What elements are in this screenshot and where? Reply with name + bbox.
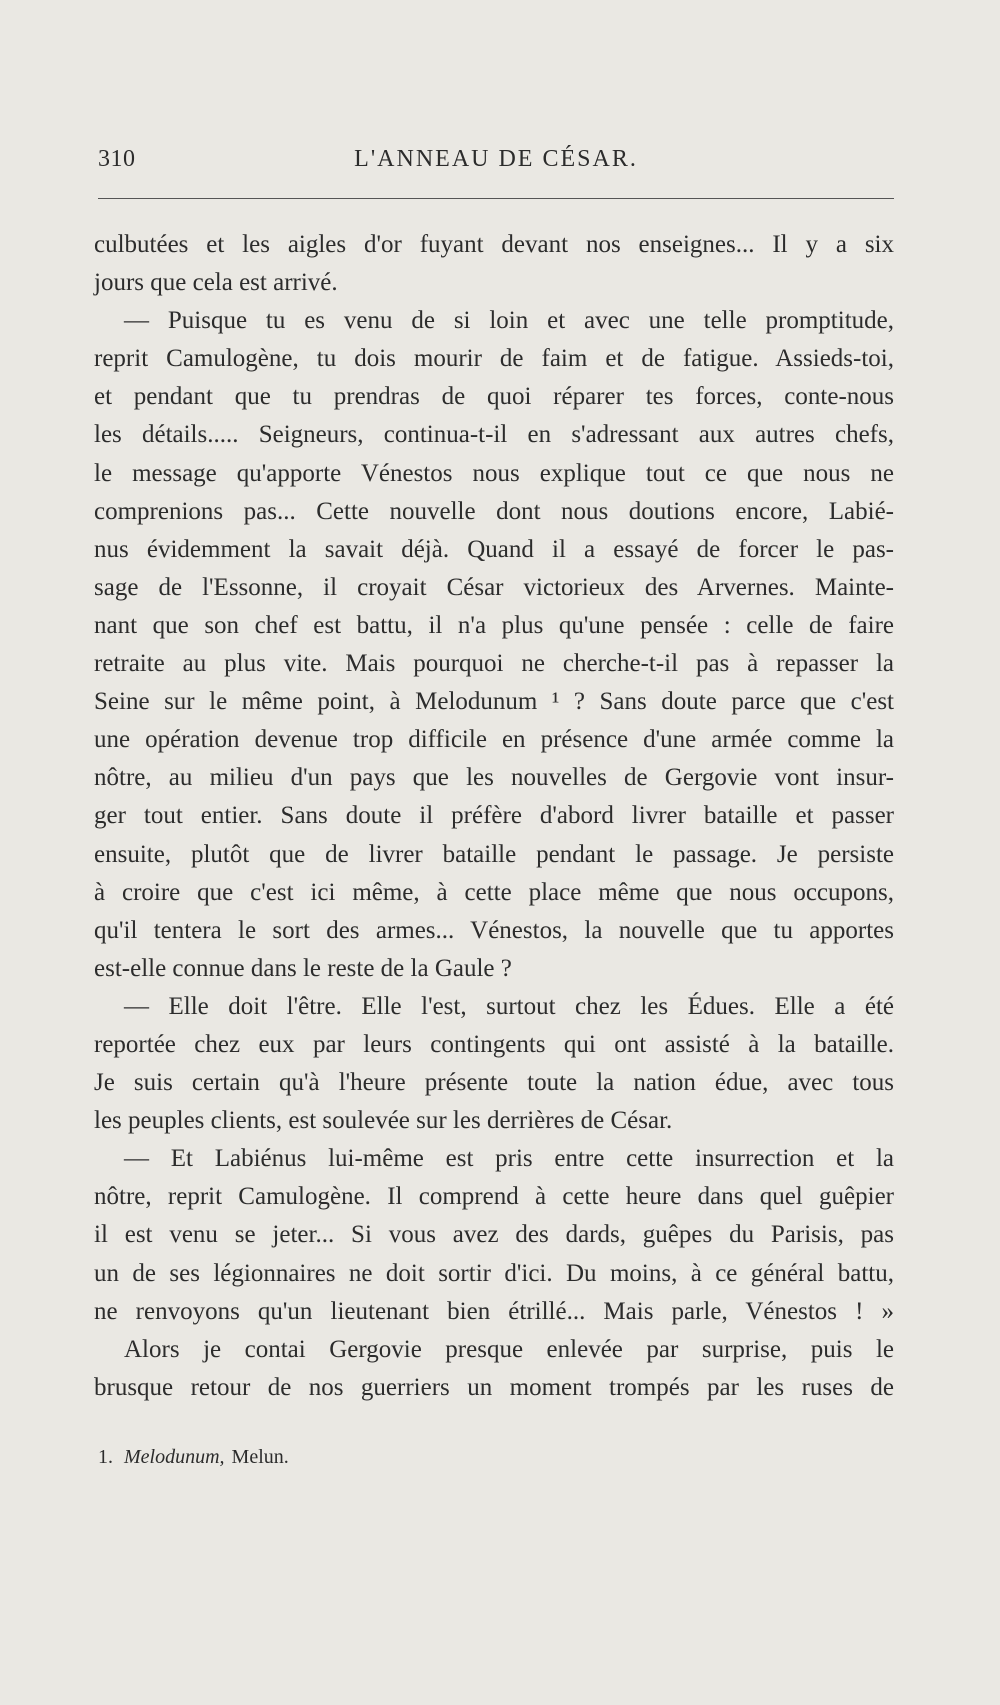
footnote-definition: Melun.: [231, 1446, 289, 1468]
text-line: ger tout entier. Sans doute il préfère d'abord livrer bataille et passer: [94, 802, 894, 830]
text-line: nôtre, au milieu d'un pays que les nouvelles de Gergovie vont insur-: [94, 764, 894, 792]
text-line: qu'il tentera le sort des armes... Vénestos, la nouvelle que tu apportes: [94, 916, 894, 944]
text-line: est-elle connue dans le reste de la Gaule ?: [94, 954, 512, 982]
text-line: nus évidemment la savait déjà. Quand il a essayé de forcer le pas-: [94, 535, 894, 563]
text-line: ne renvoyons qu'un lieutenant bien étrillé... Mais parle, Vénestos ! »: [94, 1297, 894, 1325]
text-line: sage de l'Essonne, il croyait César victorieux des Arvernes. Mainte-: [94, 573, 894, 601]
text-line: — Elle doit l'être. Elle l'est, surtout chez les Édues. Elle a été: [124, 992, 894, 1020]
footnote-number: 1.: [98, 1446, 113, 1468]
text-line: ensuite, plutôt que de livrer bataille pendant le passage. Je persiste: [94, 840, 894, 868]
text-line: brusque retour de nos guerriers un moment trompés par les ruses de: [94, 1373, 894, 1401]
running-title: L'ANNEAU DE CÉSAR.: [354, 146, 638, 172]
text-line: reportée chez eux par leurs contingents qui ont assisté à la bataille.: [94, 1030, 894, 1058]
text-line: Seine sur le même point, à Melodunum ¹ ? Sans doute parce que c'est: [94, 688, 894, 716]
text-line: une opération devenue trop difficile en présence d'une armée comme la: [94, 726, 894, 754]
text-line: les détails..... Seigneurs, continua-t-il en s'adressant aux autres chefs,: [94, 421, 894, 449]
text-line: retraite au plus vite. Mais pourquoi ne cherche-t-il pas à repasser la: [94, 650, 894, 678]
text-line: et pendant que tu prendras de quoi réparer tes forces, conte-nous: [94, 383, 894, 411]
page-number: 310: [98, 146, 136, 172]
text-line: reprit Camulogène, tu dois mourir de faim et de fatigue. Assieds-toi,: [94, 345, 894, 373]
text-line: nôtre, reprit Camulogène. Il comprend à cette heure dans quel guêpier: [94, 1183, 894, 1211]
text-line: le message qu'apporte Vénestos nous explique tout ce que nous ne: [94, 459, 894, 487]
text-line: à croire que c'est ici même, à cette place même que nous occupons,: [94, 878, 894, 906]
page-header: [98, 146, 894, 182]
text-line: Alors je contai Gergovie presque enlevée par surprise, puis le: [124, 1335, 894, 1363]
text-line: un de ses légionnaires ne doit sortir d'ici. Du moins, à ce général battu,: [94, 1259, 894, 1287]
body-text: [94, 226, 894, 1407]
text-line: comprenions pas... Cette nouvelle dont nous doutions encore, Labié-: [94, 497, 894, 525]
text-line: il est venu se jeter... Si vous avez des dards, guêpes du Parisis, pas: [94, 1221, 894, 1249]
text-line: culbutées et les aigles d'or fuyant devant nos enseignes... Il y a six: [94, 231, 894, 258]
text-line: — Et Labiénus lui-même est pris entre cette insurrection et la: [124, 1145, 894, 1173]
text-line: les peuples clients, est soulevée sur les derrières de César.: [94, 1107, 673, 1135]
footnote: [98, 1446, 289, 1469]
text-line: nant que son chef est battu, il n'a plus qu'une pensée : celle de faire: [94, 611, 894, 639]
text-line: Je suis certain qu'à l'heure présente toute la nation édue, avec tous: [94, 1069, 894, 1097]
text-line: jours que cela est arrivé.: [94, 269, 338, 297]
footnote-term: Melodunum,: [124, 1446, 225, 1468]
header-rule: [98, 198, 894, 199]
text-line: — Puisque tu es venu de si loin et avec une telle promptitude,: [124, 307, 894, 335]
